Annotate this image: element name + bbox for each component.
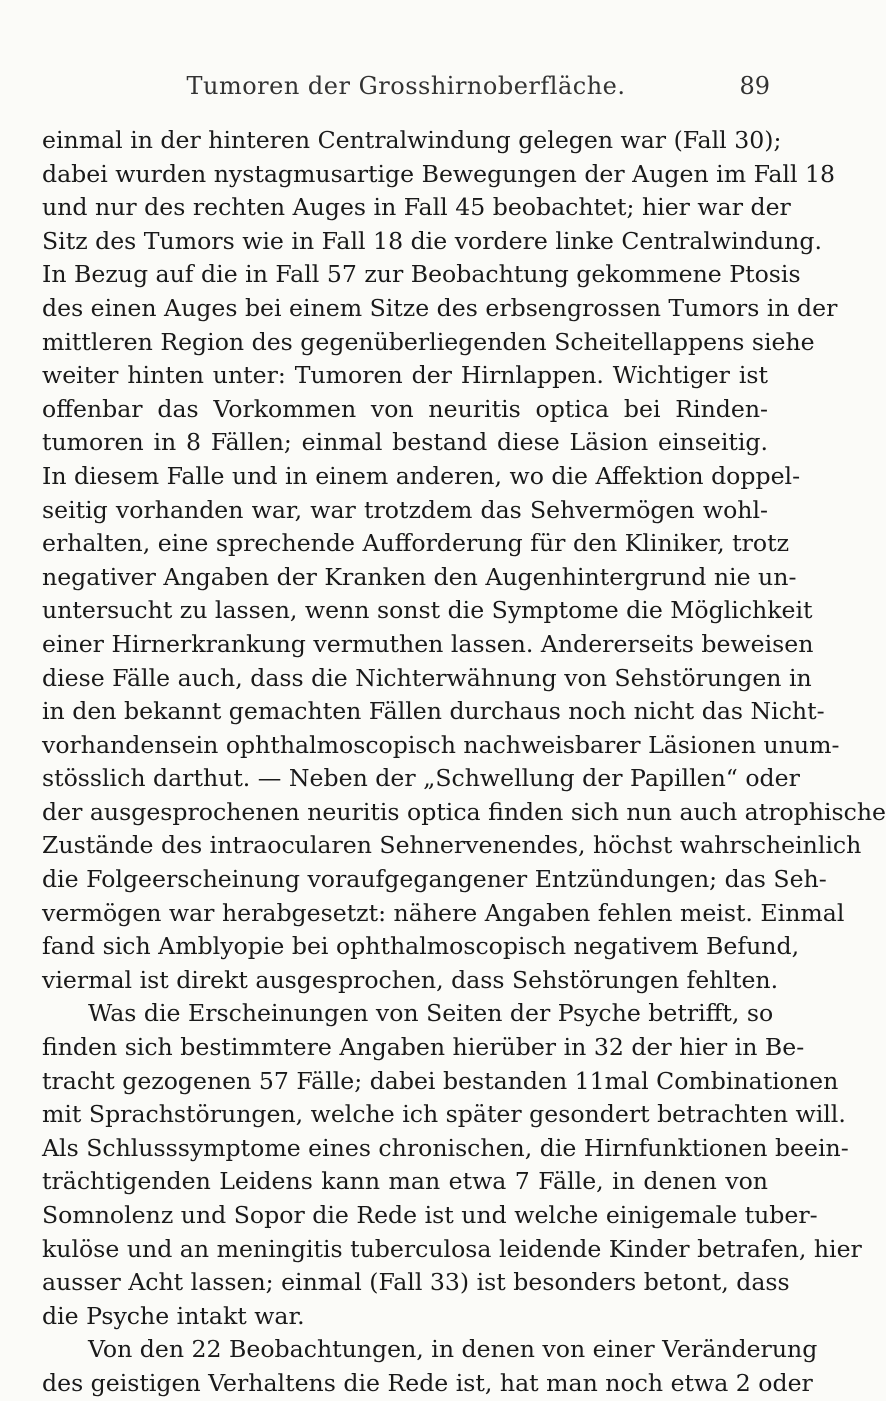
- text-line: einer Hirnerkrankung vermuthen lassen. Andererseits beweisen: [42, 629, 814, 658]
- text-line: mit Sprachstörungen, welche ich später gesondert betrachten will.: [42, 1100, 846, 1129]
- text-line: tumoren in 8 Fällen; einmal bestand diese Läsion einseitig.: [42, 428, 768, 457]
- text-line: In Bezug auf die in Fall 57 zur Beobachtung gekommene Ptosis: [42, 260, 801, 289]
- text-line: die Folgeerscheinung voraufgegangener Entzündungen; das Seh-: [42, 865, 827, 894]
- text-line: stösslich darthut. — Neben der „Schwellung der Papillen“ oder: [42, 764, 800, 793]
- text-line: In diesem Falle und in einem anderen, wo die Affektion doppel-: [42, 461, 801, 490]
- page-number: 89: [739, 72, 770, 100]
- text-line: mittleren Region des gegenüberliegenden Scheitellappens siehe: [42, 327, 815, 356]
- text-line: dabei wurden nystagmusartige Bewegungen der Augen im Fall 18: [42, 159, 836, 188]
- text-line: erhalten, eine sprechende Aufforderung für den Kliniker, trotz: [42, 529, 790, 558]
- text-line: fand sich Amblyopie bei ophthalmoscopisch negativem Befund,: [42, 932, 800, 961]
- text-line: der ausgesprochenen neuritis optica finden sich nun auch atrophische: [42, 797, 886, 826]
- text-line: ausser Acht lassen; einmal (Fall 33) ist besonders betont, dass: [42, 1268, 790, 1297]
- text-line: Von den 22 Beobachtungen, in denen von einer Veränderung: [88, 1335, 818, 1364]
- text-line: offenbar das Vorkommen von neuritis optica bei Rinden-: [42, 394, 768, 423]
- text-line: und nur des rechten Auges in Fall 45 beobachtet; hier war der: [42, 193, 791, 222]
- text-line: Was die Erscheinungen von Seiten der Psyche betrifft, so: [88, 999, 774, 1028]
- text-line: kulöse und an meningitis tuberculosa leidende Kinder betrafen, hier: [42, 1234, 862, 1263]
- text-line: Als Schlusssymptome eines chronischen, die Hirnfunktionen beein-: [42, 1133, 849, 1162]
- text-line: diese Fälle auch, dass die Nichterwähnung von Sehstörungen in: [42, 663, 812, 692]
- text-line: viermal ist direkt ausgesprochen, dass Sehstörungen fehlten.: [42, 965, 779, 994]
- text-line: trächtigenden Leidens kann man etwa 7 Fälle, in denen von: [42, 1167, 768, 1196]
- text-line: des geistigen Verhaltens die Rede ist, hat man noch etwa 2 oder: [42, 1368, 813, 1397]
- text-line: Zustände des intraocularen Sehnervenendes, höchst wahrscheinlich: [42, 831, 862, 860]
- text-line: seitig vorhanden war, war trotzdem das Sehvermögen wohl-: [42, 495, 768, 524]
- text-line: finden sich bestimmtere Angaben hierüber in 32 der hier in Be-: [42, 1033, 805, 1062]
- text-line: untersucht zu lassen, wenn sonst die Symptome die Möglichkeit: [42, 596, 813, 625]
- text-line: Somnolenz und Sopor die Rede ist und welche einigemale tuber-: [42, 1201, 818, 1229]
- text-line: des einen Auges bei einem Sitze des erbsengrossen Tumors in der: [42, 293, 838, 322]
- text-line: negativer Angaben der Kranken den Augenhintergrund nie un-: [42, 562, 797, 591]
- body-text: [42, 124, 886, 1401]
- text-line: vorhandensein ophthalmoscopisch nachweisbarer Läsionen unum-: [42, 730, 840, 759]
- running-head: [42, 72, 770, 112]
- text-line: tracht gezogenen 57 Fälle; dabei bestanden 11mal Combinationen: [42, 1066, 839, 1095]
- text-line: einmal in der hinteren Centralwindung gelegen war (Fall 30);: [42, 126, 782, 154]
- text-line: vermögen war herabgesetzt: nähere Angaben fehlen meist. Einmal: [42, 898, 845, 927]
- text-line: Sitz des Tumors wie in Fall 18 die vordere linke Centralwindung.: [42, 226, 822, 255]
- running-title: Tumoren der Grosshirnoberfläche.: [186, 72, 626, 100]
- text-line: die Psyche intakt war.: [42, 1301, 305, 1330]
- text-line: weiter hinten unter: Tumoren der Hirnlappen. Wichtiger ist: [42, 361, 768, 390]
- text-line: in den bekannt gemachten Fällen durchaus noch nicht das Nicht-: [42, 697, 825, 726]
